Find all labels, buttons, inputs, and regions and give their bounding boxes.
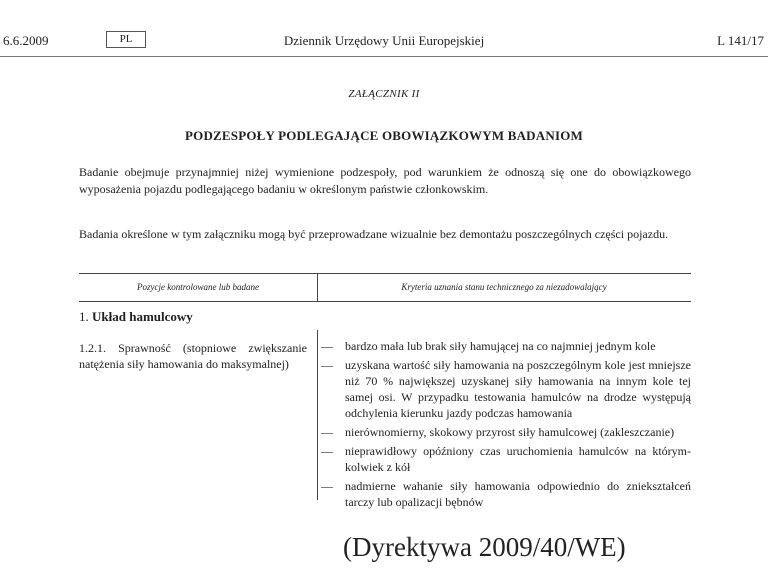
intro-paragraph: Badanie obejmuje przynajmniej niżej wymienione podzespoły, pod warunkiem że odnoszą się one do obowiązkowego wyposażenia pojazdu podlegającego badaniu w określonym państwie członkowskim. xyxy=(79,165,691,196)
criteria-item xyxy=(321,338,691,354)
dash-marker: — xyxy=(321,358,333,372)
table-top-border xyxy=(79,273,691,274)
table-header-border xyxy=(79,301,691,302)
criteria-item xyxy=(321,424,691,440)
criteria-item xyxy=(321,357,691,421)
annex-title: ZAŁĄCZNIK II xyxy=(348,88,420,100)
section-number: 1. xyxy=(79,309,89,324)
criteria-text: nadmierne wahanie siły hamowania odpowiednio do zniekształceń tarczy lub opalizacji bębnów xyxy=(345,479,691,509)
page-reference: L 141/17 xyxy=(717,33,764,48)
scope-paragraph: Badania określone w tym załączniku mogą być przeprowadzane wizualnie bez demontażu poszczególnych części pojazdu. xyxy=(79,227,669,241)
header-date: 6.6.2009 xyxy=(3,33,49,48)
dash-marker: — xyxy=(321,339,333,353)
criteria-item xyxy=(321,478,691,510)
language-badge: PL xyxy=(106,31,146,48)
dash-marker: — xyxy=(321,444,333,458)
criteria-item xyxy=(321,443,691,475)
criteria-text: uzyskana wartość siły hamowania na poszczególnym kole jest mniejsze niż 70 % największej uzyskanej siły hamowania na innym kole tej samej osi. W przypadku testowania hamulców na drodze występują odchylenia kierunku jazdy podczas hamowania xyxy=(345,358,691,420)
directive-note: (Dyrektywa 2009/40/WE) xyxy=(343,532,626,562)
table-header-criteria: Kryteria uznania stanu technicznego za niezadowalający xyxy=(401,282,607,292)
criteria-list xyxy=(321,338,691,513)
section-title: Układ hamulcowy xyxy=(92,309,193,324)
table-column-divider-body xyxy=(317,330,318,500)
section-heading xyxy=(79,309,193,325)
criteria-text: nieprawidłowy opóźniony czas uruchomienia hamulców na którym-kolwiek z kół xyxy=(345,444,691,474)
dash-marker: — xyxy=(321,425,333,439)
journal-title: Dziennik Urzędowy Unii Europejskiej xyxy=(283,33,485,48)
document-title: PODZESPOŁY PODLEGAJĄCE OBOWIĄZKOWYM BADANIOM xyxy=(185,128,583,143)
header-divider xyxy=(0,56,768,57)
criteria-text: nierównomierny, skokowy przyrost siły hamulcowej (zakleszczanie) xyxy=(345,425,675,439)
dash-marker: — xyxy=(321,479,333,493)
table-header-items: Pozycje kontrolowane lub badane xyxy=(137,282,259,292)
criteria-text: bardzo mała lub brak siły hamującej na co najmniej jednym kole xyxy=(345,339,656,353)
inspected-item: 1.2.1. Sprawność (stopniowe zwiększanie natężenia siły hamowania do maksymalnej) xyxy=(79,341,307,371)
